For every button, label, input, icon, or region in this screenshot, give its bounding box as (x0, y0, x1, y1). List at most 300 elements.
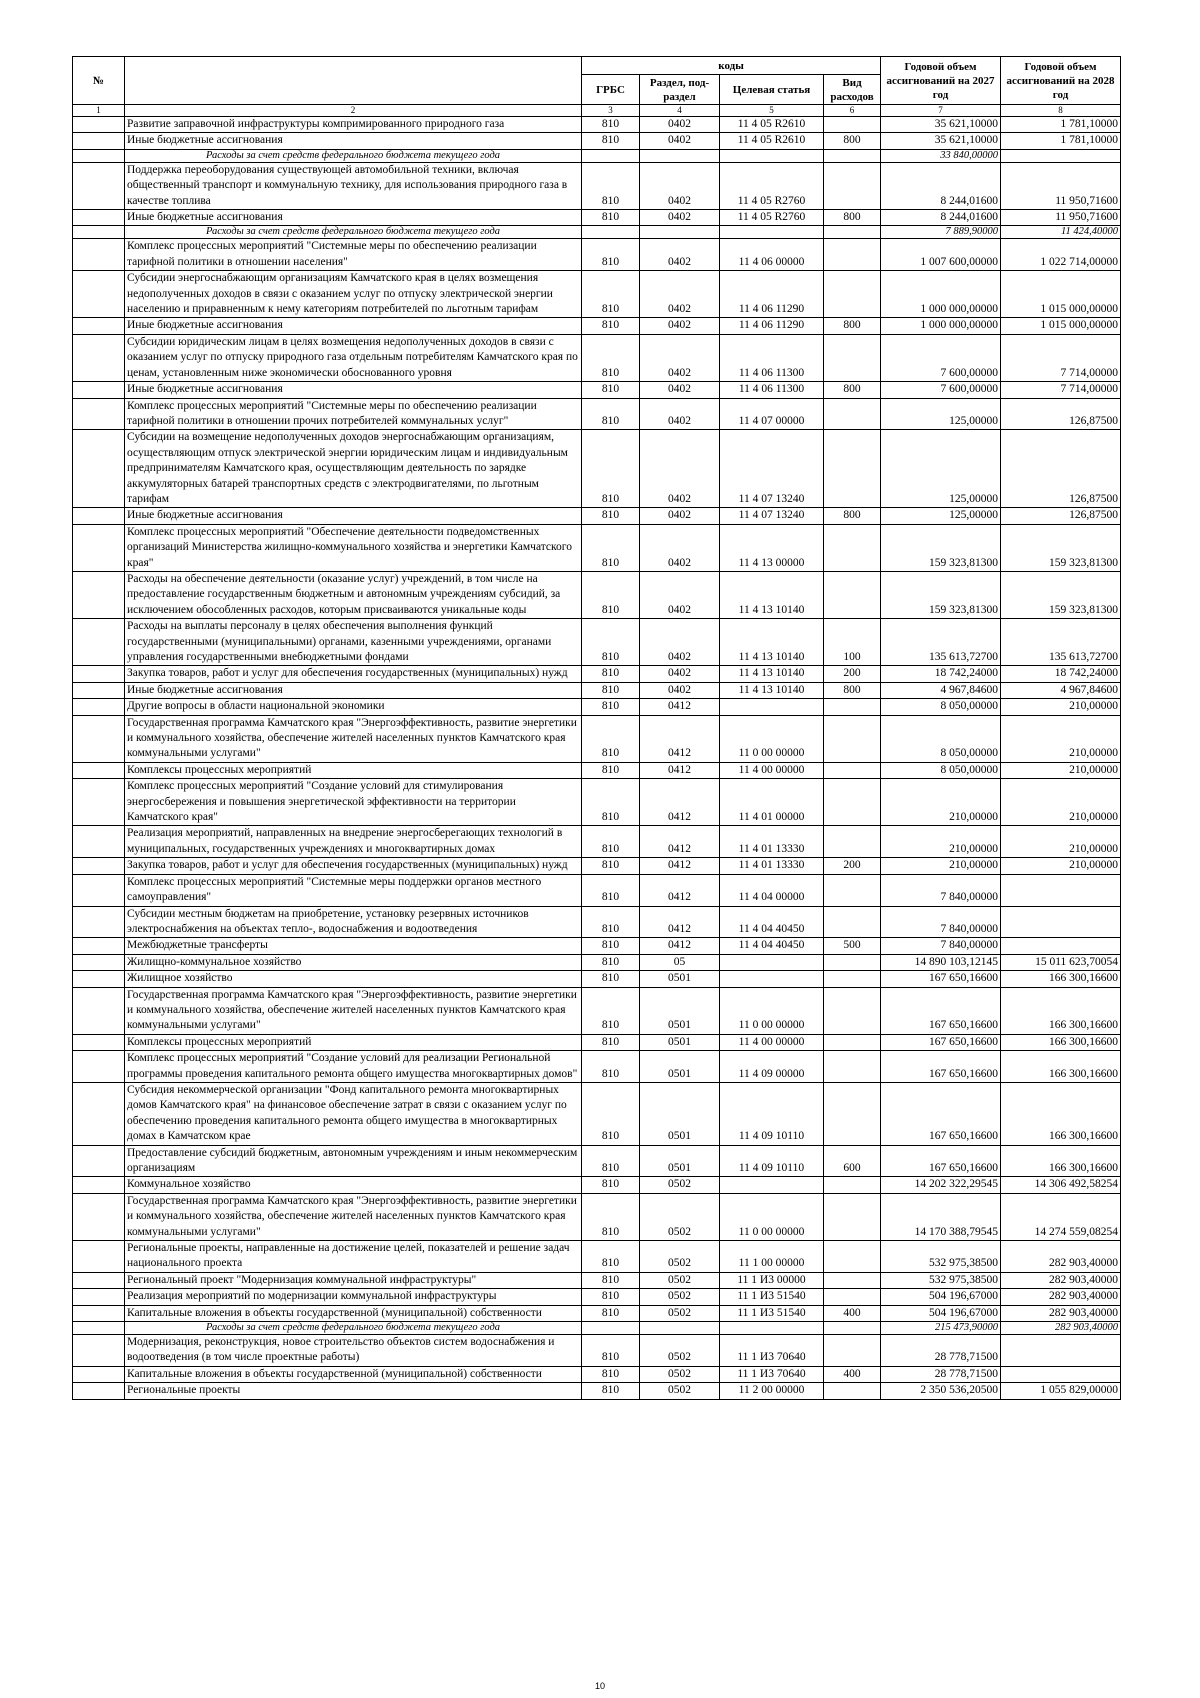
cell-number (73, 938, 125, 954)
cell-2028 (1001, 906, 1121, 938)
cell-2028: 11 950,71600 (1001, 162, 1121, 209)
cell-razdel: 0402 (640, 619, 720, 666)
cell-2028: 1 015 000,00000 (1001, 318, 1121, 334)
table-row (73, 1305, 1121, 1321)
cell-2027: 167 650,16600 (881, 1034, 1001, 1050)
cell-name: Комплексы процессных мероприятий (125, 1034, 582, 1050)
cell-celevaya (720, 1322, 824, 1335)
table-row (73, 1193, 1121, 1240)
cell-razdel: 0502 (640, 1177, 720, 1193)
cell-name: Развитие заправочной инфраструктуры компримированного природного газа (125, 117, 582, 133)
cell-2027: 4 967,84600 (881, 682, 1001, 698)
cell-2027: 18 742,24000 (881, 666, 1001, 682)
cell-name: Расходы на обеспечение деятельности (оказание услуг) учреждений, в том числе на предоставление государственным бюджетным и автономным учреждениям субсидий, за исключением обособленных расходов, которым присваиваются уникальные коды (125, 571, 582, 618)
cell-vid (824, 971, 881, 987)
cell-number (73, 715, 125, 762)
cell-name: Комплексы процессных мероприятий (125, 762, 582, 778)
cell-grbs: 810 (582, 1177, 640, 1193)
cell-number (73, 666, 125, 682)
cell-vid (824, 779, 881, 826)
column-number-row (73, 105, 1121, 117)
header-celevaya: Целевая статья (720, 75, 824, 105)
cell-grbs: 810 (582, 334, 640, 381)
cell-2027: 215 473,90000 (881, 1322, 1001, 1335)
cell-name: Иные бюджетные ассигнования (125, 508, 582, 524)
cell-name: Межбюджетные трансферты (125, 938, 582, 954)
cell-razdel: 0412 (640, 699, 720, 715)
cell-number (73, 1145, 125, 1177)
cell-razdel: 05 (640, 954, 720, 970)
cell-celevaya: 11 4 06 00000 (720, 239, 824, 271)
cell-celevaya: 11 4 09 10110 (720, 1082, 824, 1145)
cell-2027: 135 613,72700 (881, 619, 1001, 666)
cell-2027: 532 975,38500 (881, 1272, 1001, 1288)
cell-grbs: 810 (582, 1366, 640, 1382)
table-header (73, 57, 1121, 117)
header-number: № (73, 57, 125, 105)
cell-celevaya: 11 4 01 00000 (720, 779, 824, 826)
cell-vid (824, 762, 881, 778)
cell-razdel: 0402 (640, 430, 720, 508)
cell-2027: 8 050,00000 (881, 715, 1001, 762)
cell-vid (824, 162, 881, 209)
table-row (73, 398, 1121, 430)
cell-razdel (640, 149, 720, 162)
cell-razdel: 0501 (640, 1145, 720, 1177)
cell-number (73, 318, 125, 334)
column-number: 6 (824, 105, 881, 117)
cell-celevaya: 11 1 И3 70640 (720, 1335, 824, 1367)
table-row (73, 524, 1121, 571)
cell-name: Капитальные вложения в объекты государственной (муниципальной) собственности (125, 1366, 582, 1382)
cell-2028: 126,87500 (1001, 430, 1121, 508)
cell-celevaya: 11 4 13 10140 (720, 682, 824, 698)
cell-vid (824, 1051, 881, 1083)
cell-vid (824, 1272, 881, 1288)
cell-grbs: 810 (582, 906, 640, 938)
cell-celevaya: 11 4 06 11300 (720, 334, 824, 381)
cell-celevaya: 11 4 05 R2610 (720, 133, 824, 149)
cell-vid (824, 1082, 881, 1145)
federal-budget-row (73, 149, 1121, 162)
cell-grbs: 810 (582, 954, 640, 970)
cell-celevaya: 11 1 И3 00000 (720, 1272, 824, 1288)
cell-razdel: 0412 (640, 715, 720, 762)
cell-celevaya: 11 4 00 00000 (720, 762, 824, 778)
table-row (73, 162, 1121, 209)
cell-vid (824, 334, 881, 381)
cell-vid (824, 117, 881, 133)
table-row (73, 1177, 1121, 1193)
cell-grbs: 810 (582, 666, 640, 682)
cell-vid: 200 (824, 666, 881, 682)
cell-vid: 800 (824, 133, 881, 149)
cell-grbs: 810 (582, 1383, 640, 1399)
cell-grbs: 810 (582, 382, 640, 398)
cell-grbs: 810 (582, 874, 640, 906)
cell-2028: 166 300,16600 (1001, 1145, 1121, 1177)
cell-2028: 210,00000 (1001, 715, 1121, 762)
cell-2028: 282 903,40000 (1001, 1241, 1121, 1273)
header-grbs: ГРБС (582, 75, 640, 105)
cell-2028: 282 903,40000 (1001, 1272, 1121, 1288)
cell-number (73, 1366, 125, 1382)
cell-celevaya: 11 1 И3 51540 (720, 1305, 824, 1321)
table-row (73, 938, 1121, 954)
table-row (73, 1241, 1121, 1273)
cell-razdel: 0402 (640, 382, 720, 398)
federal-budget-row (73, 226, 1121, 239)
cell-number (73, 762, 125, 778)
cell-name: Иные бюджетные ассигнования (125, 133, 582, 149)
cell-name: Поддержка переоборудования существующей автомобильной техники, включая общественный транспорт и коммунальную технику, для использования природного газа в качестве топлива (125, 162, 582, 209)
cell-vid (824, 271, 881, 318)
cell-2028: 210,00000 (1001, 762, 1121, 778)
cell-name: Расходы за счет средств федерального бюджета текущего года (125, 1322, 582, 1335)
cell-2027: 35 621,10000 (881, 117, 1001, 133)
cell-name: Региональные проекты (125, 1383, 582, 1399)
cell-2028: 166 300,16600 (1001, 971, 1121, 987)
cell-2028: 166 300,16600 (1001, 1051, 1121, 1083)
cell-celevaya: 11 4 07 13240 (720, 508, 824, 524)
cell-name: Иные бюджетные ассигнования (125, 682, 582, 698)
cell-vid (824, 239, 881, 271)
cell-number (73, 226, 125, 239)
cell-number (73, 682, 125, 698)
table-row (73, 210, 1121, 226)
cell-vid (824, 715, 881, 762)
cell-grbs: 810 (582, 858, 640, 874)
cell-celevaya: 11 4 07 00000 (720, 398, 824, 430)
cell-name: Капитальные вложения в объекты государственной (муниципальной) собственности (125, 1305, 582, 1321)
cell-2028: 14 274 559,08254 (1001, 1193, 1121, 1240)
cell-grbs: 810 (582, 1051, 640, 1083)
cell-number (73, 779, 125, 826)
cell-2027: 210,00000 (881, 858, 1001, 874)
cell-2027: 35 621,10000 (881, 133, 1001, 149)
cell-grbs: 810 (582, 318, 640, 334)
table-row (73, 1034, 1121, 1050)
cell-number (73, 874, 125, 906)
cell-grbs: 810 (582, 987, 640, 1034)
cell-2027: 33 840,00000 (881, 149, 1001, 162)
cell-number (73, 271, 125, 318)
cell-2027: 125,00000 (881, 430, 1001, 508)
cell-celevaya (720, 226, 824, 239)
cell-razdel: 0402 (640, 666, 720, 682)
cell-number (73, 1383, 125, 1399)
cell-vid (824, 398, 881, 430)
cell-number (73, 971, 125, 987)
cell-name: Комплекс процессных мероприятий "Системные меры по обеспечению реализации тарифной политики в отношении прочих потребителей коммунальных услуг" (125, 398, 582, 430)
cell-razdel: 0402 (640, 117, 720, 133)
cell-razdel: 0412 (640, 874, 720, 906)
cell-celevaya: 11 4 13 10140 (720, 619, 824, 666)
cell-2028: 210,00000 (1001, 826, 1121, 858)
cell-vid (824, 1383, 881, 1399)
cell-2028: 126,87500 (1001, 398, 1121, 430)
cell-grbs: 810 (582, 971, 640, 987)
cell-name: Субсидия некоммерческой организации "Фонд капитального ремонта многоквартирных домов Камчатского края" на финансовое обеспечение затрат в связи с оказанием услуг по обеспечению проведения капитального ремонта общего имущества в многоквартирных домах в Камчатском крае (125, 1082, 582, 1145)
cell-grbs: 810 (582, 508, 640, 524)
cell-name: Комплекс процессных мероприятий "Создание условий для реализации Региональной программы проведения капитального ремонта общего имущества многоквартирных домов" (125, 1051, 582, 1083)
cell-2028: 166 300,16600 (1001, 1082, 1121, 1145)
cell-2028 (1001, 1335, 1121, 1367)
cell-number (73, 1305, 125, 1321)
table-row (73, 619, 1121, 666)
cell-name: Иные бюджетные ассигнования (125, 210, 582, 226)
cell-grbs: 810 (582, 1034, 640, 1050)
cell-vid (824, 571, 881, 618)
cell-celevaya: 11 4 09 10110 (720, 1145, 824, 1177)
cell-2028: 210,00000 (1001, 858, 1121, 874)
cell-razdel: 0501 (640, 971, 720, 987)
cell-number (73, 826, 125, 858)
table-row (73, 508, 1121, 524)
cell-number (73, 954, 125, 970)
cell-2027: 167 650,16600 (881, 1082, 1001, 1145)
cell-celevaya: 11 4 07 13240 (720, 430, 824, 508)
cell-grbs: 810 (582, 715, 640, 762)
cell-2027: 7 600,00000 (881, 334, 1001, 381)
cell-grbs (582, 149, 640, 162)
cell-name: Модернизация, реконструкция, новое строительство объектов систем водоснабжения и водоотведения (в том числе проектные работы) (125, 1335, 582, 1367)
cell-vid: 800 (824, 318, 881, 334)
table-row (73, 271, 1121, 318)
cell-name: Государственная программа Камчатского края "Энергоэффективность, развитие энергетики и коммунального хозяйства, обеспечение жителей населенных пунктов Камчатского края коммунальными услугами" (125, 987, 582, 1034)
cell-razdel: 0502 (640, 1335, 720, 1367)
cell-name: Реализация мероприятий, направленных на внедрение энергосберегающих технологий в муниципальных, государственных учреждениях и многоквартирных домах (125, 826, 582, 858)
cell-grbs: 810 (582, 1082, 640, 1145)
cell-razdel: 0502 (640, 1272, 720, 1288)
cell-2028: 11 950,71600 (1001, 210, 1121, 226)
cell-2028: 210,00000 (1001, 699, 1121, 715)
cell-name: Расходы за счет средств федерального бюджета текущего года (125, 226, 582, 239)
table-row (73, 682, 1121, 698)
cell-2027: 1 000 000,00000 (881, 318, 1001, 334)
cell-number (73, 117, 125, 133)
cell-2028: 282 903,40000 (1001, 1322, 1121, 1335)
cell-name: Расходы за счет средств федерального бюджета текущего года (125, 149, 582, 162)
cell-2028: 282 903,40000 (1001, 1289, 1121, 1305)
cell-2027: 210,00000 (881, 826, 1001, 858)
cell-2027: 7 840,00000 (881, 874, 1001, 906)
cell-name: Комплекс процессных мероприятий "Обеспечение деятельности подведомственных организаций Министерства жилищно-коммунального хозяйства и энергетики Камчатского края" (125, 524, 582, 571)
table-row (73, 117, 1121, 133)
cell-name: Жилищное хозяйство (125, 971, 582, 987)
header-codes: коды (582, 57, 881, 75)
header-razdel: Раздел, под-раздел (640, 75, 720, 105)
cell-2028: 18 742,24000 (1001, 666, 1121, 682)
cell-razdel: 0412 (640, 938, 720, 954)
cell-vid (824, 1193, 881, 1240)
cell-razdel: 0402 (640, 318, 720, 334)
cell-number (73, 430, 125, 508)
cell-vid: 500 (824, 938, 881, 954)
cell-number (73, 619, 125, 666)
cell-razdel: 0502 (640, 1366, 720, 1382)
cell-celevaya: 11 4 09 00000 (720, 1051, 824, 1083)
cell-name: Субсидии юридическим лицам в целях возмещения недополученных доходов в связи с оказанием услуг по отпуску природного газа отдельным потребителям Камчатского края по ценам, установленным ниже экономически обоснованного уровня (125, 334, 582, 381)
cell-2027: 28 778,71500 (881, 1366, 1001, 1382)
cell-celevaya (720, 149, 824, 162)
cell-razdel: 0402 (640, 524, 720, 571)
cell-grbs: 810 (582, 210, 640, 226)
cell-celevaya: 11 4 06 11290 (720, 271, 824, 318)
cell-2027: 532 975,38500 (881, 1241, 1001, 1273)
table-row (73, 1145, 1121, 1177)
cell-grbs: 810 (582, 779, 640, 826)
cell-2027: 7 600,00000 (881, 382, 1001, 398)
table-row (73, 762, 1121, 778)
cell-razdel: 0412 (640, 906, 720, 938)
cell-celevaya: 11 4 13 00000 (720, 524, 824, 571)
cell-number (73, 571, 125, 618)
cell-grbs: 810 (582, 271, 640, 318)
budget-document-page (72, 56, 1120, 1400)
cell-name: Закупка товаров, работ и услуг для обеспечения государственных (муниципальных) нужд (125, 666, 582, 682)
cell-name: Закупка товаров, работ и услуг для обеспечения государственных (муниципальных) нужд (125, 858, 582, 874)
cell-2028: 11 424,40000 (1001, 226, 1121, 239)
cell-name: Коммунальное хозяйство (125, 1177, 582, 1193)
cell-number (73, 1322, 125, 1335)
cell-number (73, 1193, 125, 1240)
cell-vid (824, 524, 881, 571)
cell-razdel: 0501 (640, 1051, 720, 1083)
cell-grbs: 810 (582, 762, 640, 778)
cell-2027: 159 323,81300 (881, 571, 1001, 618)
table-row (73, 666, 1121, 682)
cell-razdel: 0402 (640, 239, 720, 271)
table-row (73, 1051, 1121, 1083)
table-row (73, 133, 1121, 149)
cell-2027: 8 050,00000 (881, 762, 1001, 778)
cell-name: Другие вопросы в области национальной экономики (125, 699, 582, 715)
cell-number (73, 334, 125, 381)
cell-vid (824, 1177, 881, 1193)
cell-number (73, 210, 125, 226)
cell-grbs: 810 (582, 1241, 640, 1273)
cell-2027: 2 350 536,20500 (881, 1383, 1001, 1399)
cell-vid: 800 (824, 682, 881, 698)
cell-grbs: 810 (582, 239, 640, 271)
column-number: 7 (881, 105, 1001, 117)
cell-2028: 126,87500 (1001, 508, 1121, 524)
cell-celevaya: 11 4 04 00000 (720, 874, 824, 906)
cell-vid (824, 987, 881, 1034)
cell-grbs: 810 (582, 398, 640, 430)
cell-celevaya: 11 4 05 R2760 (720, 210, 824, 226)
cell-vid: 600 (824, 1145, 881, 1177)
table-row (73, 571, 1121, 618)
cell-grbs: 810 (582, 826, 640, 858)
cell-number (73, 162, 125, 209)
cell-2027: 7 840,00000 (881, 906, 1001, 938)
table-row (73, 858, 1121, 874)
cell-grbs: 810 (582, 682, 640, 698)
cell-name: Региональные проекты, направленные на достижение целей, показателей и решение задач национального проекта (125, 1241, 582, 1273)
cell-razdel: 0402 (640, 398, 720, 430)
cell-razdel: 0402 (640, 334, 720, 381)
cell-2028: 4 967,84600 (1001, 682, 1121, 698)
cell-razdel: 0402 (640, 162, 720, 209)
cell-name: Субсидии энергоснабжающим организациям Камчатского края в целях возмещения недополученных доходов в связи с оказанием услуг по отпуску электрической энергии населению и приравненным к нему категориям потребителей по льготным тарифам (125, 271, 582, 318)
table-row (73, 987, 1121, 1034)
column-number: 4 (640, 105, 720, 117)
cell-number (73, 239, 125, 271)
cell-razdel: 0402 (640, 571, 720, 618)
cell-grbs: 810 (582, 938, 640, 954)
cell-2027: 125,00000 (881, 508, 1001, 524)
column-number: 1 (73, 105, 125, 117)
cell-2027: 28 778,71500 (881, 1335, 1001, 1367)
cell-vid (824, 1241, 881, 1273)
table-row (73, 779, 1121, 826)
cell-2027: 1 007 600,00000 (881, 239, 1001, 271)
cell-grbs (582, 226, 640, 239)
cell-number (73, 1082, 125, 1145)
cell-celevaya: 11 4 01 13330 (720, 826, 824, 858)
cell-vid: 800 (824, 508, 881, 524)
cell-grbs: 810 (582, 117, 640, 133)
table-row (73, 826, 1121, 858)
cell-2027: 167 650,16600 (881, 971, 1001, 987)
header-name (125, 57, 582, 105)
cell-number (73, 1034, 125, 1050)
cell-grbs: 810 (582, 1289, 640, 1305)
cell-2028: 210,00000 (1001, 779, 1121, 826)
cell-2027: 1 000 000,00000 (881, 271, 1001, 318)
cell-celevaya: 11 4 13 10140 (720, 666, 824, 682)
cell-razdel: 0402 (640, 210, 720, 226)
column-number: 3 (582, 105, 640, 117)
cell-celevaya (720, 1177, 824, 1193)
cell-2027: 504 196,67000 (881, 1305, 1001, 1321)
table-row (73, 971, 1121, 987)
cell-name: Расходы на выплаты персоналу в целях обеспечения выполнения функций государственными (муниципальными) органами, казенными учреждениями, органами управления государственными внебюджетными фондами (125, 619, 582, 666)
cell-celevaya: 11 4 06 11300 (720, 382, 824, 398)
cell-razdel: 0412 (640, 762, 720, 778)
cell-number (73, 1289, 125, 1305)
cell-2028: 166 300,16600 (1001, 1034, 1121, 1050)
cell-vid (824, 1034, 881, 1050)
cell-2028: 15 011 623,70054 (1001, 954, 1121, 970)
cell-razdel: 0402 (640, 133, 720, 149)
cell-number (73, 382, 125, 398)
cell-razdel (640, 1322, 720, 1335)
cell-2027: 8 050,00000 (881, 699, 1001, 715)
cell-celevaya: 11 4 00 00000 (720, 1034, 824, 1050)
cell-grbs: 810 (582, 1305, 640, 1321)
cell-2028: 1 781,10000 (1001, 117, 1121, 133)
cell-number (73, 149, 125, 162)
cell-grbs: 810 (582, 430, 640, 508)
cell-grbs (582, 1322, 640, 1335)
cell-name: Реализация мероприятий по модернизации коммунальной инфраструктуры (125, 1289, 582, 1305)
cell-vid: 400 (824, 1366, 881, 1382)
page-number: 10 (594, 1681, 605, 1691)
cell-grbs: 810 (582, 162, 640, 209)
cell-2028: 14 306 492,58254 (1001, 1177, 1121, 1193)
cell-vid (824, 1335, 881, 1367)
cell-name: Иные бюджетные ассигнования (125, 318, 582, 334)
header-year-2028: Годовой объем ассигнований на 2028 год (1001, 57, 1121, 105)
cell-number (73, 1241, 125, 1273)
cell-vid (824, 430, 881, 508)
table-row (73, 1289, 1121, 1305)
column-number: 2 (125, 105, 582, 117)
cell-2028: 7 714,00000 (1001, 382, 1121, 398)
